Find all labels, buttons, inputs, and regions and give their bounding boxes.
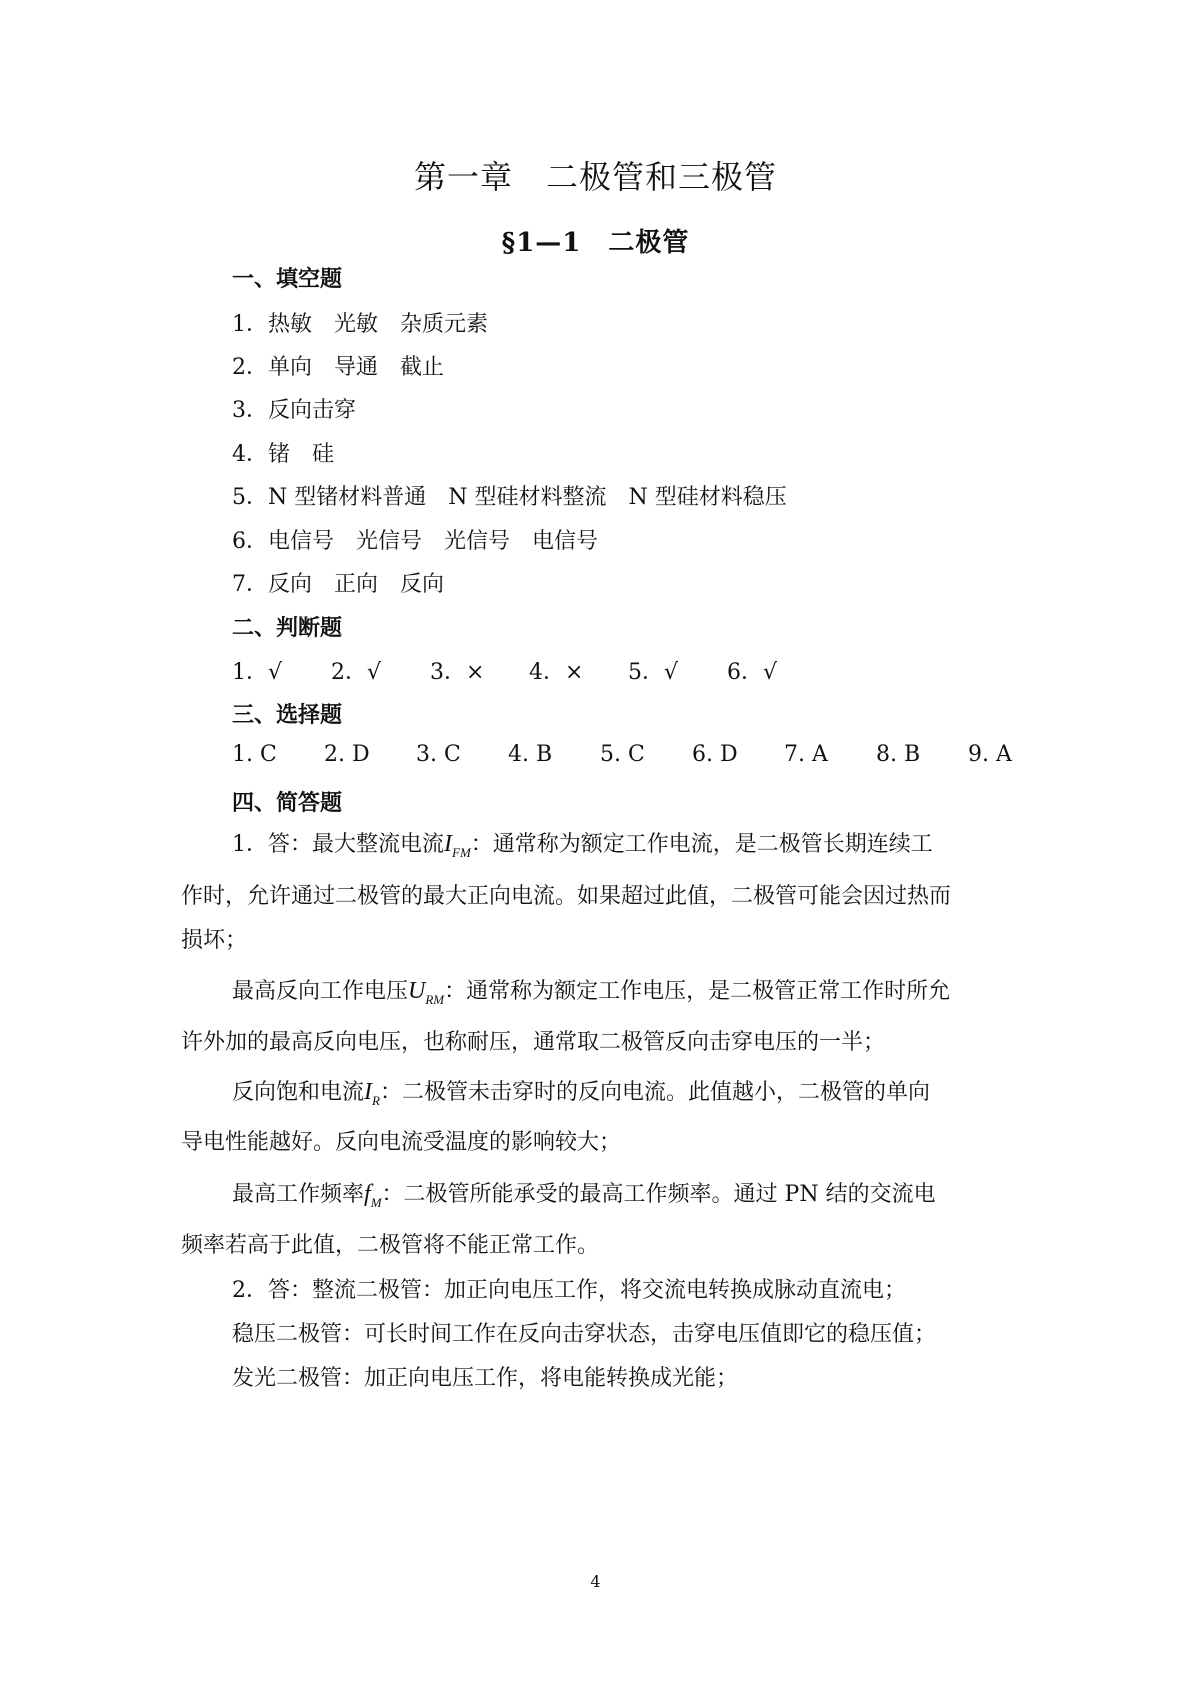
item-number: 6． xyxy=(232,529,268,554)
page-number: 4 xyxy=(590,1572,601,1591)
fill-blank-heading: 一、填空题 xyxy=(232,266,343,292)
answer-text: 光信号 xyxy=(444,529,511,554)
answer-text: 反向击穿 xyxy=(268,398,357,423)
ir-subscript: R xyxy=(372,1093,380,1108)
ifm-paragraph-line3: 损坏； xyxy=(181,928,248,953)
item-number: 5． xyxy=(232,485,268,510)
answer-text: N 型锗材料普通 xyxy=(268,485,427,510)
choice-answer: 3. C xyxy=(416,742,461,767)
judgement-answers xyxy=(232,655,826,686)
fm-text: ：二极管所能承受的最高工作频率。通过 PN 结的交流电 xyxy=(381,1182,936,1207)
short-answer-heading: 四、简答题 xyxy=(232,790,343,816)
ifm-paragraph-line1 xyxy=(232,832,933,859)
fm-subscript: M xyxy=(370,1195,382,1210)
fill-blank-item xyxy=(232,307,488,338)
judgement-answer: 2．√ xyxy=(331,660,382,685)
answer-text: 硅 xyxy=(312,442,335,467)
fill-blank-item xyxy=(232,437,334,468)
ifm-prefix: 1．答：最大整流电流 xyxy=(232,832,444,857)
ifm-text: ：通常称为额定工作电流，是二极管长期连续工 xyxy=(470,832,933,857)
answer-text: 导通 xyxy=(334,355,379,380)
urm-symbol: U xyxy=(408,978,426,1004)
fm-paragraph-line2: 频率若高于此值，二极管将不能正常工作。 xyxy=(181,1233,600,1258)
answer-text: 截止 xyxy=(400,355,445,380)
fill-blank-item xyxy=(232,524,598,555)
answer-text: 反向 xyxy=(400,572,445,597)
fm-paragraph-line1 xyxy=(232,1182,936,1209)
judgement-answer: 6．√ xyxy=(727,660,778,685)
ir-paragraph-line2: 导电性能越好。反向电流受温度的影响较大； xyxy=(181,1130,622,1155)
answer-text: 光信号 xyxy=(356,529,423,554)
fill-blank-item xyxy=(232,480,787,511)
answer-text: 光敏 xyxy=(334,312,379,337)
judgement-answer: 3．× xyxy=(430,660,485,685)
ir-text: ：二极管未击穿时的反向电流。此值越小，二极管的单向 xyxy=(379,1080,930,1105)
ifm-symbol: I xyxy=(444,831,452,857)
item-number: 2． xyxy=(232,355,268,380)
judgement-answer: 4．× xyxy=(529,660,584,685)
answer-text: 电信号 xyxy=(532,529,599,554)
urm-subscript: RM xyxy=(425,992,445,1007)
answer-text: 反向 xyxy=(268,572,313,597)
section-title: §1—1 二极管 xyxy=(501,228,690,258)
fm-prefix: 最高工作频率 xyxy=(232,1182,365,1207)
choice-heading: 三、选择题 xyxy=(232,702,343,728)
item-number: 3． xyxy=(232,398,268,423)
urm-prefix: 最高反向工作电压 xyxy=(232,979,409,1004)
choice-answers xyxy=(232,742,1060,767)
fill-blank-item xyxy=(232,393,356,424)
fm-symbol: f xyxy=(364,1181,371,1207)
item-number: 1． xyxy=(232,312,268,337)
answer-text: 正向 xyxy=(334,572,379,597)
choice-answer: 4. B xyxy=(508,742,553,767)
q2-line3: 发光二极管：加正向电压工作，将电能转换成光能； xyxy=(232,1366,739,1391)
answer-text: N 型硅材料稳压 xyxy=(628,485,787,510)
choice-answer: 2. D xyxy=(324,742,370,767)
ifm-subscript: FM xyxy=(452,845,471,860)
answer-text: 锗 xyxy=(268,442,291,467)
answer-text: 电信号 xyxy=(268,529,335,554)
judgement-answer: 5．√ xyxy=(628,660,679,685)
item-number: 7． xyxy=(232,572,268,597)
chapter-title: 第一章 二极管和三极管 xyxy=(413,158,777,196)
item-number: 4． xyxy=(232,442,268,467)
q2-line1: 2．答：整流二极管：加正向电压工作，将交流电转换成脉动直流电； xyxy=(232,1278,906,1303)
choice-answer: 7. A xyxy=(784,742,828,767)
fill-blank-item xyxy=(232,350,444,381)
choice-answer: 1. C xyxy=(232,742,277,767)
q2-line2: 稳压二极管：可长时间工作在反向击穿状态，击穿电压值即它的稳压值； xyxy=(232,1322,937,1347)
urm-text: ：通常称为额定工作电压，是二极管正常工作时所允 xyxy=(444,979,951,1004)
urm-paragraph-line1 xyxy=(232,979,950,1006)
ir-prefix: 反向饱和电流 xyxy=(232,1080,365,1105)
ifm-paragraph-line2: 作时，允许通过二极管的最大正向电流。如果超过此值，二极管可能会因过热而 xyxy=(181,884,952,909)
judgement-answer: 1．√ xyxy=(232,660,283,685)
choice-answer: 5. C xyxy=(600,742,645,767)
choice-answer: 9. A xyxy=(968,742,1012,767)
answer-text: 热敏 xyxy=(268,312,313,337)
choice-answer: 6. D xyxy=(692,742,738,767)
judgement-heading: 二、判断题 xyxy=(232,615,343,641)
choice-answer: 8. B xyxy=(876,742,921,767)
answer-text: 杂质元素 xyxy=(400,312,489,337)
ir-paragraph-line1 xyxy=(232,1080,930,1107)
fill-blank-item xyxy=(232,567,444,598)
ir-symbol: I xyxy=(364,1079,373,1105)
answer-text: N 型硅材料整流 xyxy=(448,485,607,510)
answer-text: 单向 xyxy=(268,355,313,380)
urm-paragraph-line2: 许外加的最高反向电压，也称耐压，通常取二极管反向击穿电压的一半； xyxy=(181,1030,886,1055)
